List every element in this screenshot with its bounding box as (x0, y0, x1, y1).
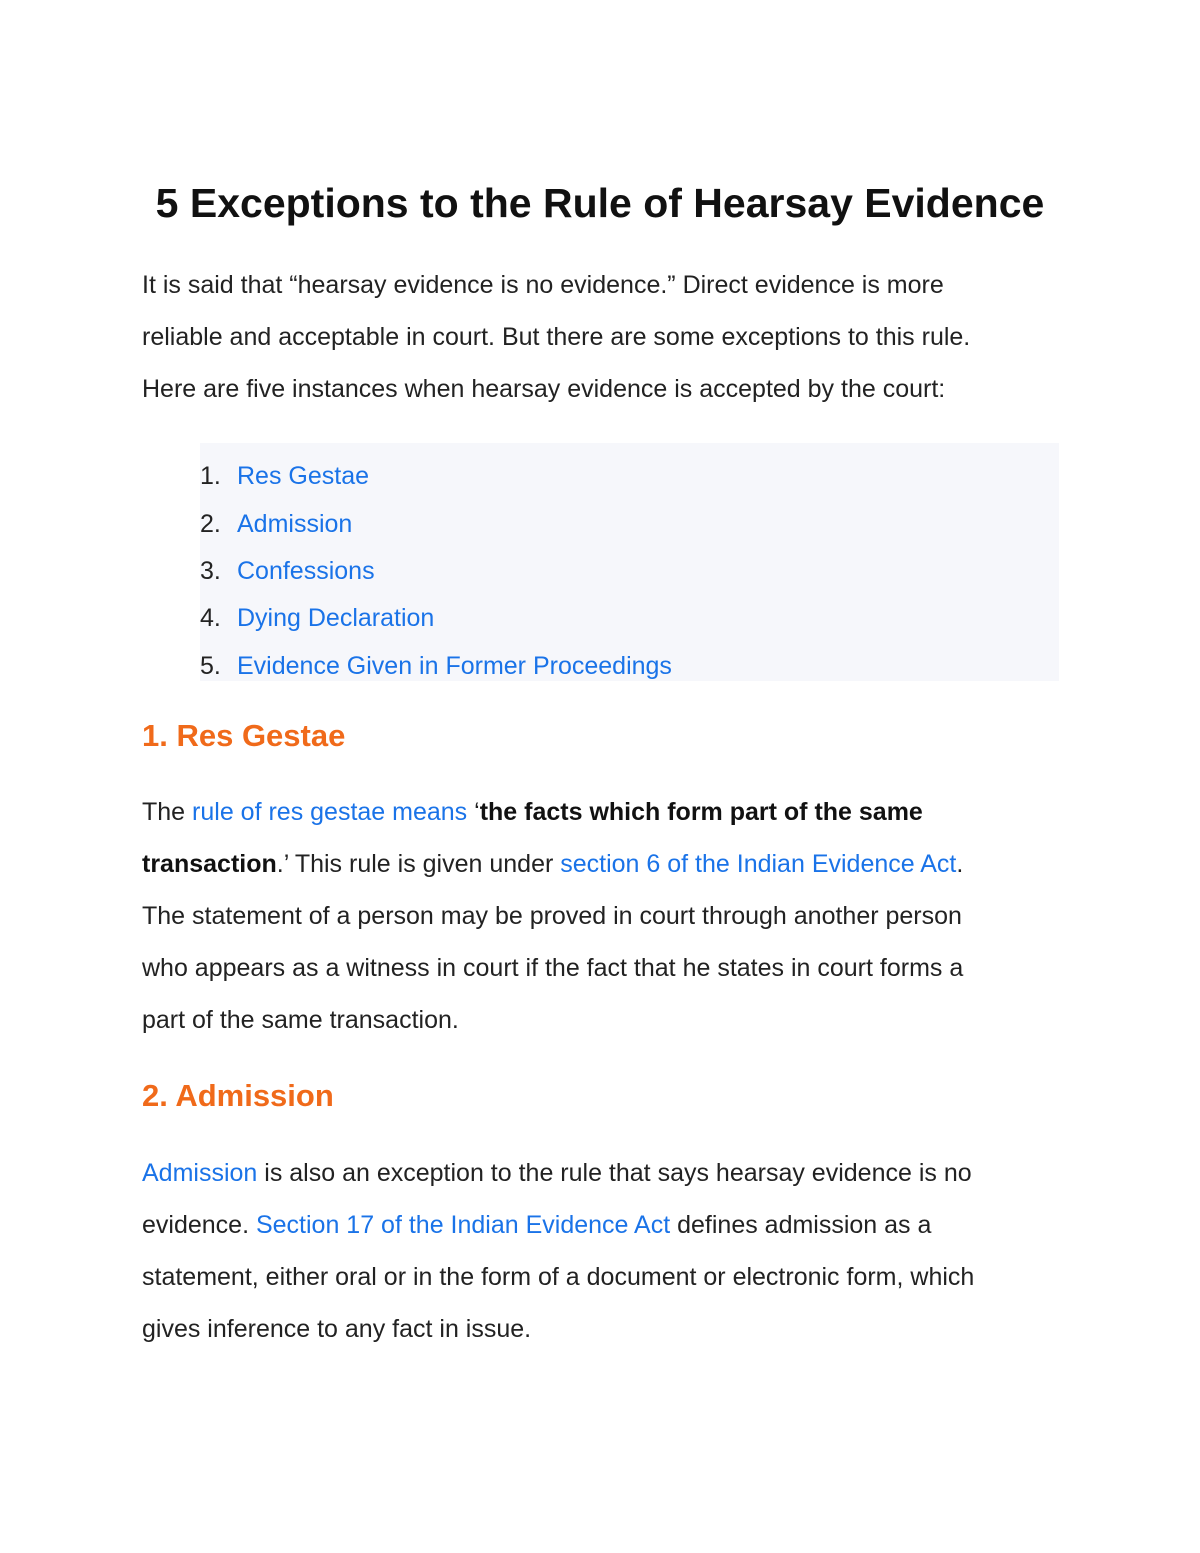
text-run: evidence. (142, 1211, 256, 1239)
table-of-contents (200, 443, 1059, 681)
admission-paragraph (142, 1147, 1042, 1355)
toc-number: 1. (200, 462, 221, 490)
res-gestae-rule-link[interactable]: rule of res gestae means (192, 798, 468, 826)
paragraph-line: The statement of a person may be proved in court through another person (142, 902, 962, 930)
paragraph-line (142, 838, 1042, 890)
paragraph-line (142, 1147, 1042, 1199)
bold-definition: transaction (142, 850, 277, 878)
section-heading-admission: 2. Admission (142, 1078, 334, 1113)
toc-number: 3. (200, 557, 221, 585)
toc-link-confessions[interactable]: Confessions (237, 557, 375, 585)
toc-number: 4. (200, 604, 221, 632)
toc-link-res-gestae[interactable]: Res Gestae (237, 462, 370, 490)
toc-number: 2. (200, 510, 221, 538)
section-17-link[interactable]: Section 17 of the Indian Evidence Act (255, 1211, 671, 1239)
res-gestae-paragraph (142, 786, 1042, 1046)
toc-number: 5. (200, 652, 221, 680)
intro-paragraph (142, 259, 1042, 415)
paragraph-line (142, 786, 1042, 838)
paragraph-line: who appears as a witness in court if the fact that he states in court forms a (142, 954, 964, 982)
paragraph-line: statement, either oral or in the form of a document or electronic form, which (142, 1263, 975, 1291)
section-heading-res-gestae: 1. Res Gestae (142, 718, 346, 753)
text-run: is also an exception to the rule that says hearsay evidence is no (257, 1159, 972, 1187)
text-run: The (142, 798, 193, 826)
text-run: ‘ (467, 798, 480, 826)
toc-link-former-proceedings[interactable]: Evidence Given in Former Proceedings (237, 652, 672, 680)
paragraph-line: part of the same transaction. (142, 1006, 459, 1034)
paragraph-line (142, 1199, 1042, 1251)
toc-link-admission[interactable]: Admission (237, 510, 353, 538)
toc-link-dying-declaration[interactable]: Dying Declaration (237, 604, 435, 632)
section-6-link[interactable]: section 6 of the Indian Evidence Act (560, 850, 957, 878)
paragraph-line: gives inference to any fact in issue. (142, 1315, 532, 1343)
bold-definition: the facts which form part of the same (479, 798, 923, 826)
admission-link[interactable]: Admission (142, 1159, 258, 1187)
text-run: .’ This rule is given under (276, 850, 561, 878)
intro-line: reliable and acceptable in court. But there are some exceptions to this rule. (142, 323, 971, 351)
intro-line: Here are five instances when hearsay evidence is accepted by the court: (142, 375, 946, 403)
page-title: 5 Exceptions to the Rule of Hearsay Evidence (155, 180, 1045, 226)
text-run: . (956, 850, 964, 878)
text-run: defines admission as a (670, 1211, 932, 1239)
intro-line: It is said that “hearsay evidence is no evidence.” Direct evidence is more (142, 271, 944, 299)
